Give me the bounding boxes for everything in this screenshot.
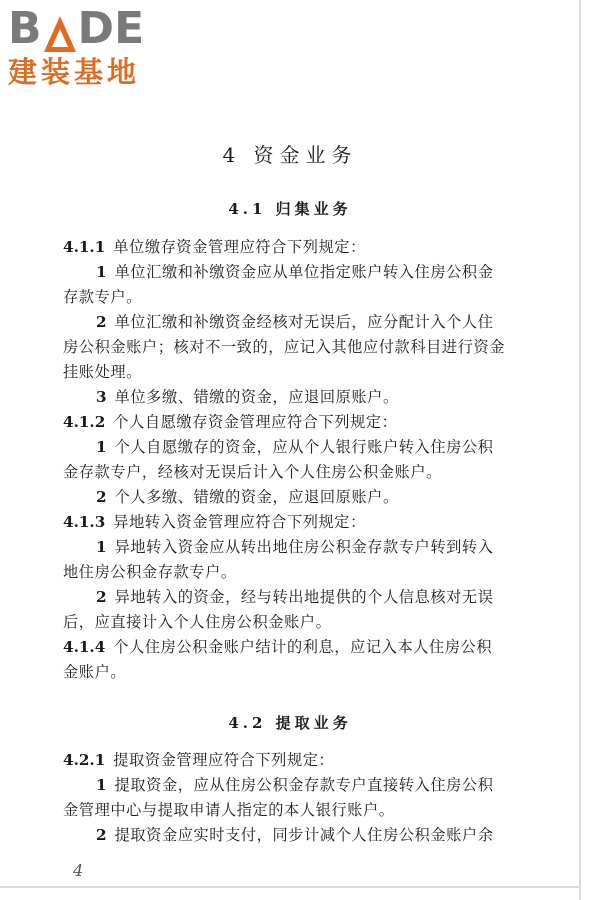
clause-line: 1 提取资金，应从住房公积金存款专户直接转入住房公积 (96, 776, 494, 794)
logo-wordmark (8, 3, 188, 54)
clause-line: 3 单位多缴、错缴的资金，应退回原账户。 (96, 388, 399, 406)
clause-line: 4.1.4 个人住房公积金账户结计的利息，应记入本人住房公积 (63, 638, 493, 656)
clause-line: 4.1.2 个人自愿缴存资金管理应符合下列规定： (63, 413, 398, 431)
chapter-title: 4 资金业务 (222, 143, 358, 167)
logo-letter-b: B (8, 3, 42, 54)
clause-line: 1 个人自愿缴存的资金，应从个人银行账户转入住房公积 (96, 438, 494, 456)
bade-logo (8, 3, 188, 90)
clause-line: 金存款专户，经核对无误后计入个人住房公积金账户。 (63, 463, 442, 481)
clause-line: 1 异地转入资金应从转出地住房公积金存款专户转到转入 (96, 538, 494, 556)
clause-line: 存款专户。 (63, 288, 142, 306)
clause-line: 2 提取资金应实时支付，同步计减个人住房公积金账户余 (96, 826, 494, 844)
clause-line: 挂账处理。 (63, 363, 142, 381)
logo-letters-de: DE (77, 3, 145, 54)
clause-line: 2 个人多缴、错缴的资金，应退回原账户。 (96, 488, 399, 506)
clause-line: 4.1.1 单位缴存资金管理应符合下列规定： (63, 238, 366, 256)
clause-line: 地住房公积金存款专户。 (63, 563, 237, 581)
logo-a-triangle-icon (43, 12, 77, 52)
page-edge (579, 0, 581, 900)
page-edge-bottom (0, 886, 581, 888)
clause-line: 2 异地转入的资金，经与转出地提供的个人信息核对无误 (96, 588, 494, 606)
section-title-4-1: 4.1 归集业务 (228, 200, 352, 218)
logo-subtitle: 建装基地 (8, 55, 141, 89)
section-title-4-2: 4.2 提取业务 (228, 714, 352, 732)
clause-line: 金账户。 (63, 663, 127, 681)
clause-line: 房公积金账户；核对不一致的，应记入其他应付款科目进行资金 (63, 338, 506, 356)
clause-line: 1 单位汇缴和补缴资金应从单位指定账户转入住房公积金 (96, 263, 494, 281)
clause-line: 金管理中心与提取申请人指定的本人银行账户。 (63, 801, 395, 819)
clause-line: 4.2.1 提取资金管理应符合下列规定： (63, 751, 335, 769)
clause-line: 4.1.3 异地转入资金管理应符合下列规定： (63, 513, 366, 531)
clause-line: 后，应直接计入个人住房公积金账户。 (63, 613, 332, 631)
page-number: 4 (73, 861, 84, 880)
clause-line: 2 单位汇缴和补缴资金经核对无误后，应分配计入个人住 (96, 313, 494, 331)
